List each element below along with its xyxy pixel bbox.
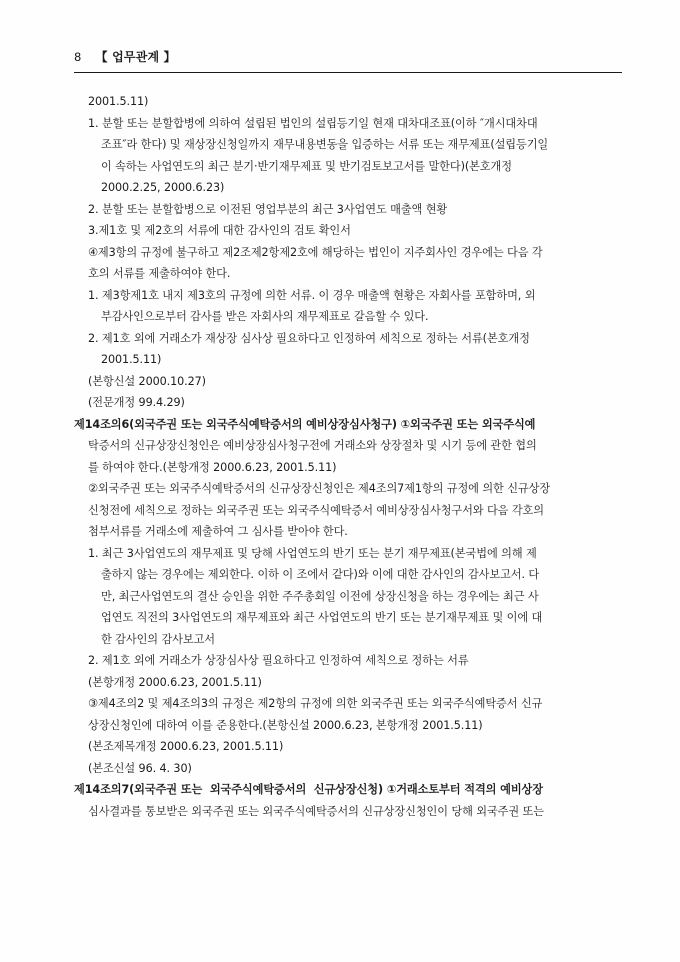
document-line: 2001.5.11) <box>101 353 162 366</box>
document-line: 호의 서류를 제출하여야 한다. <box>88 267 231 280</box>
document-line: 탁증서의 신규상장신청인은 예비상장심사청구전에 거래소와 상장절차 및 시기 등에 관한 협의 <box>88 439 537 452</box>
document-line: 2000.2.25, 2000.6.23) <box>101 181 225 194</box>
document-line: 첨부서류를 거래소에 제출하여 그 심사를 받아야 한다. <box>88 525 348 538</box>
page-number: 8 <box>74 50 82 64</box>
document-line: (본항신설 2000.10.27) <box>88 374 206 388</box>
header-divider <box>74 72 622 73</box>
document-line: ③제4조의2 및 제4조의3의 규정은 제2항의 규정에 의한 외국주권 또는 외국주식예탁증서 신규 <box>88 697 543 710</box>
document-line: 1. 제3항제1호 내지 제3호의 규정에 의한 서류. 이 경우 매출액 현황은 자회사를 포함하며, 외 <box>88 288 536 302</box>
chapter-title: 【 업무관계 】 <box>95 50 176 64</box>
document-line: 3.제1호 및 제2호의 서류에 대한 감사인의 검토 확인서 <box>88 224 351 237</box>
document-line: 조표″라 한다) 및 재상장신청일까지 재무내용변동을 입증하는 서류 또는 재무제표(설립등기일 <box>101 138 549 151</box>
document-line: 2. 제1호 외에 거래소가 상장심사상 필요하다고 인정하여 세칙으로 정하는 서류 <box>88 654 469 667</box>
document-line: 부감사인으로부터 감사를 받은 자회사의 재무제표로 갈음할 수 있다. <box>101 310 429 323</box>
document-line: ④제3항의 규정에 불구하고 제2조제2항제2호에 해당하는 법인이 지주회사인 경우에는 다음 각 <box>88 245 543 259</box>
document-line: 1. 분할 또는 분할합병에 의하여 설립된 법인의 설립등기일 현재 대차대조표(이하 ″개시대차대 <box>88 116 538 130</box>
document-line: 심사결과를 통보받은 외국주권 또는 외국주식예탁증서의 신규상장신청인이 당해 외국주권 또는 <box>88 804 544 818</box>
document-line: 2. 제1호 외에 거래소가 재상장 심사상 필요하다고 인정하여 세칙으로 정하는 서류(본호개정 <box>88 331 530 345</box>
document-line: 이 속하는 사업연도의 최근 분기·반기재무제표 및 반기검토보고서를 말한다)(본호개정 <box>101 159 512 173</box>
document-body <box>56 91 624 822</box>
document-line: (본항개정 2000.6.23, 2001.5.11) <box>88 675 262 689</box>
document-line: 신청전에 세칙으로 정하는 외국주권 또는 외국주식예탁증서 예비상장심사청구서와 다음 각호의 <box>88 503 544 517</box>
document-line: (본조제목개정 2000.6.23, 2001.5.11) <box>88 740 284 753</box>
document-line: 상장신청인에 대하여 이를 준용한다.(본항신설 2000.6.23, 본항개정 2001.5.11) <box>88 718 483 732</box>
document-line: 만, 최근사업연도의 결산 승인을 위한 주주총회일 이전에 상장신청을 하는 경우에는 최근 사 <box>101 589 539 603</box>
page-header <box>56 48 624 65</box>
document-line: 제14조의6(외국주권 또는 외국주식예탁증서의 예비상장심사청구) ①외국주권 또는 외국주식예 <box>74 417 536 431</box>
document-line: 한 감사인의 감사보고서 <box>101 632 215 646</box>
document-line: 2001.5.11) <box>88 95 149 108</box>
document-line: 제14조의7(외국주권 또는 외국주식예탁증서의 신규상장신청) ①거래소토부터 적격의 예비상장 <box>74 783 543 796</box>
document-line: 를 하여야 한다.(본항개정 2000.6.23, 2001.5.11) <box>88 460 337 474</box>
document-line: 출하지 않는 경우에는 제외한다. 이하 이 조에서 같다)와 이에 대한 감사인의 감사보고서. 다 <box>101 568 540 581</box>
document-line: 1. 최근 3사업연도의 재무제표 및 당해 사업연도의 반기 또는 분기 재무제표(본국법에 의해 제 <box>88 546 537 560</box>
document-line: (본조신설 96. 4. 30) <box>88 761 192 775</box>
document-line: (전문개정 99.4.29) <box>88 396 185 409</box>
document-line: ②외국주권 또는 외국주식예탁증서의 신규상장신청인은 제4조의7제1항의 규정에 의한 신규상장 <box>88 482 551 495</box>
document-line: 2. 분할 또는 분할합병으로 이전된 영업부분의 최근 3사업연도 매출액 현황 <box>88 202 448 216</box>
document-line: 업연도 직전의 3사업연도의 재무제표와 최근 사업연도의 반기 또는 분기재무제표 및 이에 대 <box>101 611 543 624</box>
